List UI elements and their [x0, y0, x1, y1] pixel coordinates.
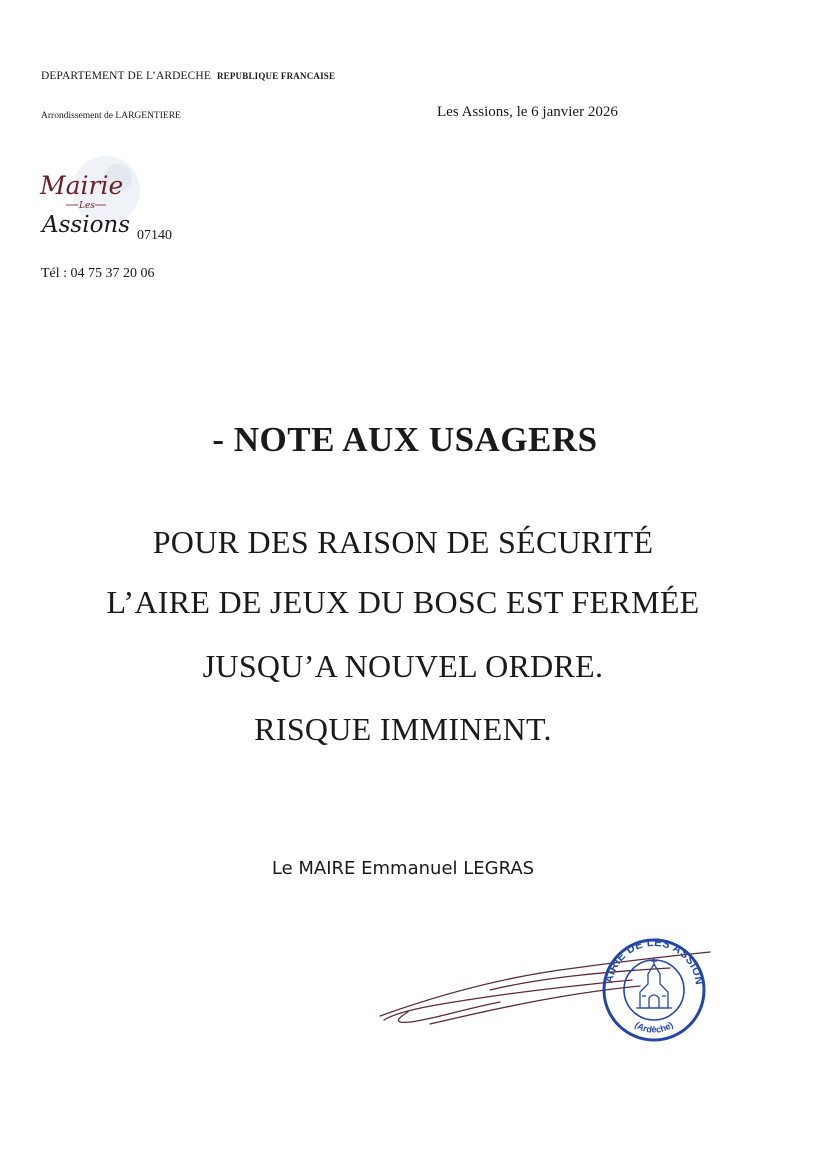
church-icon [636, 958, 672, 1008]
department-header [41, 70, 335, 82]
svg-text:(Ardèche) [633, 1020, 675, 1035]
mairie-stamp [597, 931, 705, 1040]
notice-line-4: RISQUE IMMINENT. [254, 711, 552, 747]
stamp-top-text: MAIRIE DE LES ASSIONS [597, 931, 706, 986]
phone-number: Tél : 04 75 37 20 06 [41, 266, 155, 281]
handwritten-signature [380, 952, 710, 1024]
logo-word-les: Les [79, 201, 95, 211]
place-date: Les Assions, le 6 janvier 2026 [437, 104, 618, 120]
stamp-bottom-text: (Ardèche) [633, 1019, 675, 1035]
notice-title: - NOTE AUX USAGERS [212, 420, 598, 459]
signature-and-stamp [370, 928, 790, 1048]
mairie-logo [36, 148, 146, 240]
notice-line-3: JUSQU’A NOUVEL ORDRE. [202, 648, 604, 684]
notice-line-1: POUR DES RAISON DE SÉCURITÉ [152, 524, 654, 560]
arrondissement-label: Arrondissement de LARGENTIERE [41, 111, 181, 121]
notice-line-2: L’AIRE DE JEUX DU BOSC EST FERMÉE [106, 584, 700, 620]
logo-word-mairie: Mairie [40, 171, 124, 200]
logo-word-assions: Assions [42, 212, 131, 238]
republic-label: REPUBLIQUE FRANCAISE [216, 71, 336, 81]
department-name: DEPARTEMENT DE L’ARDECHE [41, 70, 211, 82]
postcode: 07140 [137, 228, 172, 243]
signer-name: Le MAIRE Emmanuel LEGRAS [271, 858, 535, 879]
